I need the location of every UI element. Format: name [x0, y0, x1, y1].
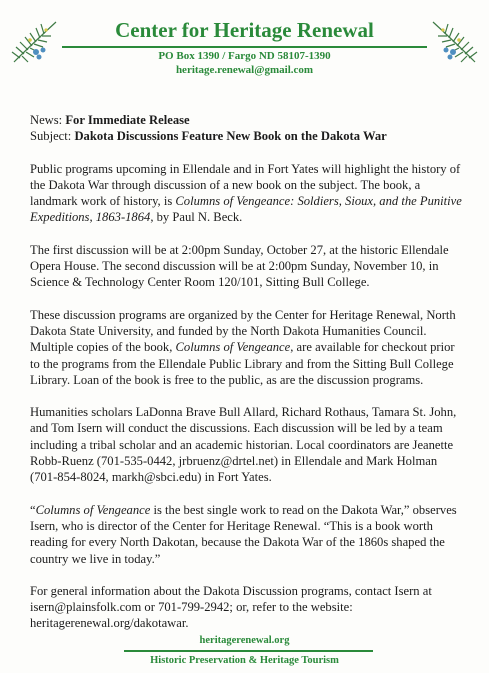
paragraph-scholars: Humanities scholars LaDonna Brave Bull Allard, Richard Rothaus, Tamara St. John, and Tom Isern will conduct the discussions. Each discussion will be led by a team including a tribal scholar and an academic historian. Local coordinators are Jeanette Robb-Ruenz (701-535-0442, jrbruenz@drtel.net) in Ellendale and Mark Holman (701-854-8024, markh@sbci.edu) in Fort Yates. — [30, 405, 457, 485]
postal-address: PO Box 1390 / Fargo ND 58107-1390 — [158, 50, 331, 62]
organizers-availability: , are available for checkout prior to the programs from the Ellendale Public Library and from the Sitting Bull College Library. Loan of the book is free to the public, as are the discussion programs. — [30, 340, 455, 387]
intro-author: , by Paul N. Beck. — [150, 210, 243, 225]
quote-book-title: Columns of Vengeance — [35, 502, 151, 517]
footer-website: heritagerenewal.org — [199, 635, 290, 646]
news-label: News: — [30, 113, 63, 127]
subject-label: Subject: — [30, 129, 72, 144]
contact-email: heritage.renewal@gmail.com — [175, 64, 314, 76]
press-release-body — [30, 112, 465, 648]
intro-text: Public programs upcoming in Ellendale and in Fort Yates will highlight the history of the Dakota War through discussion of a new book on the subject. The book, a landmark work of history, is — [30, 161, 461, 209]
paragraph-organizers — [30, 307, 465, 388]
footer-tagline: Historic Preservation & Heritage Tourism — [150, 655, 339, 666]
book-short-title: Columns of Vengeance — [175, 340, 291, 355]
paragraph-intro — [30, 161, 465, 226]
book-full-title: Columns of Vengeance: Soldiers, Sioux, and the Punitive Expeditions, 1863-1864 — [30, 194, 462, 225]
paragraph-schedule: The first discussion will be at 2:00pm Sunday, October 27, at the historic Ellendale Opera House. The second discussion will be at 2:00pm Sunday, November 10, in Science & Technology Center Room 120/101, Sitting Bull College. — [30, 242, 449, 290]
subject-line — [30, 128, 465, 144]
subject-value: Dakota Discussions Feature New Book on the Dakota War — [74, 129, 387, 144]
fern-sprig-left-icon — [6, 12, 66, 70]
paragraph-contact: For general information about the Dakota Discussion programs, contact Isern at isern@plainsfolk.com or 701-799-2942; or, refer to the website: heritagerenewal.org/dakotawar. — [30, 583, 432, 631]
header-divider — [62, 46, 427, 48]
news-value: For Immediate Release — [65, 113, 190, 127]
organization-name: Center for Heritage Renewal — [115, 18, 374, 42]
organizers-text: These discussion programs are organized by the Center for Heritage Renewal, North Dakota State University, and funded by the North Dakota Humanities Council. Multiple copies of the book, — [30, 307, 456, 355]
news-line — [30, 112, 465, 128]
quote-text: is the best single work to read on the Dakota War,” observes Isern, who is director of the Center for Heritage Renewal. “This is a book worth reading for every North Dakotan, because the Dakota War of the 1860s shaped the country we live in today.” — [30, 502, 457, 566]
quote-open: “ — [30, 502, 36, 517]
footer-divider — [124, 650, 373, 652]
paragraph-quote — [30, 502, 465, 567]
fern-sprig-right-icon — [423, 12, 483, 70]
